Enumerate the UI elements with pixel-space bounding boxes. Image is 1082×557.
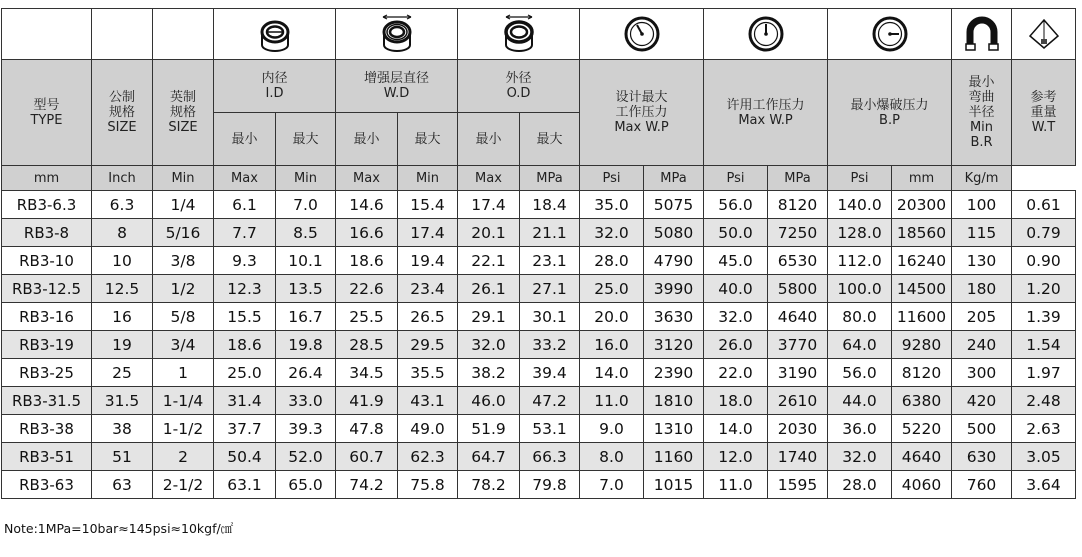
- value-cell: 36.0: [828, 415, 892, 443]
- table-row: [2, 219, 1076, 247]
- header-id-en: I.D: [265, 86, 284, 101]
- header-wd-min: 最小: [336, 113, 398, 166]
- value-cell: 11.0: [704, 471, 768, 499]
- value-cell: 74.2: [336, 471, 398, 499]
- value-cell: 240: [952, 331, 1012, 359]
- value-cell: 0.61: [1012, 191, 1076, 219]
- value-cell: 1160: [644, 443, 704, 471]
- value-cell: 26.0: [704, 331, 768, 359]
- wd-ring-icon: [375, 12, 419, 56]
- value-cell: 14.0: [704, 415, 768, 443]
- value-cell: 2030: [768, 415, 828, 443]
- value-cell: 65.0: [276, 471, 336, 499]
- value-cell: 14.6: [336, 191, 398, 219]
- value-cell: 56.0: [704, 191, 768, 219]
- value-cell: 4640: [892, 443, 952, 471]
- value-cell: 78.2: [458, 471, 520, 499]
- value-cell: 28.0: [828, 471, 892, 499]
- value-cell: 29.1: [458, 303, 520, 331]
- value-cell: 25.0: [214, 359, 276, 387]
- value-cell: 180: [952, 275, 1012, 303]
- value-cell: 6.1: [214, 191, 276, 219]
- value-cell: 49.0: [398, 415, 458, 443]
- value-cell: 100.0: [828, 275, 892, 303]
- value-cell: 66.3: [520, 443, 580, 471]
- value-cell: 25: [92, 359, 153, 387]
- header-nominal-cn1: 公制: [108, 90, 135, 105]
- header-id-max: 最大: [276, 113, 336, 166]
- icon-row: [2, 9, 1076, 60]
- value-cell: 23.4: [398, 275, 458, 303]
- header-maxwp-en: Max W.P: [738, 112, 793, 128]
- icon-cell-empty: [2, 9, 92, 60]
- table-row: [2, 191, 1076, 219]
- icon-cell-wd: [336, 9, 458, 60]
- unit-cell: Psi: [580, 166, 644, 191]
- value-cell: 12.3: [214, 275, 276, 303]
- value-cell: 44.0: [828, 387, 892, 415]
- header-wp-cn1: 设计最大: [615, 90, 668, 105]
- value-cell: 64.0: [828, 331, 892, 359]
- value-cell: 15.4: [398, 191, 458, 219]
- value-cell: 3630: [644, 303, 704, 331]
- value-cell: 0.79: [1012, 219, 1076, 247]
- value-cell: 41.9: [336, 387, 398, 415]
- header-nominal-cn2: 规格: [108, 105, 135, 120]
- model-cell: RB3-63: [2, 471, 92, 499]
- value-cell: 2610: [768, 387, 828, 415]
- value-cell: 420: [952, 387, 1012, 415]
- model-cell: RB3-51: [2, 443, 92, 471]
- value-cell: 25.5: [336, 303, 398, 331]
- header-id-cn: 内径: [261, 71, 288, 86]
- value-cell: 47.2: [520, 387, 580, 415]
- header-od-cn: 外径: [505, 71, 532, 86]
- table-row: [2, 275, 1076, 303]
- header-wt-cn1: 参考: [1030, 90, 1057, 105]
- icon-cell-od: [458, 9, 580, 60]
- value-cell: 6380: [892, 387, 952, 415]
- value-cell: 5800: [768, 275, 828, 303]
- value-cell: 8.5: [276, 219, 336, 247]
- value-cell: 35.0: [580, 191, 644, 219]
- value-cell: 63.1: [214, 471, 276, 499]
- value-cell: 39.3: [276, 415, 336, 443]
- header-br-en2: B.R: [970, 135, 993, 150]
- value-cell: 3.64: [1012, 471, 1076, 499]
- header-od: [458, 60, 580, 113]
- value-cell: 8: [92, 219, 153, 247]
- value-cell: 3120: [644, 331, 704, 359]
- hose-spec-table: [1, 8, 1076, 499]
- icon-cell-br: [952, 9, 1012, 60]
- header-model-en: TYPE: [30, 112, 63, 128]
- value-cell: 4790: [644, 247, 704, 275]
- value-cell: 23.1: [520, 247, 580, 275]
- header-id-min: 最小: [214, 113, 276, 166]
- value-cell: 19: [92, 331, 153, 359]
- header-nominal-size: [92, 60, 153, 166]
- value-cell: 21.1: [520, 219, 580, 247]
- value-cell: 47.8: [336, 415, 398, 443]
- header-model: [2, 60, 92, 166]
- value-cell: 33.2: [520, 331, 580, 359]
- value-cell: 2.63: [1012, 415, 1076, 443]
- value-cell: 56.0: [828, 359, 892, 387]
- header-wp-cn2: 工作压力: [615, 105, 668, 120]
- header-allowable-wp: [704, 60, 828, 166]
- unit-cell: MPa: [520, 166, 580, 191]
- value-cell: 1.39: [1012, 303, 1076, 331]
- value-cell: 51.9: [458, 415, 520, 443]
- model-cell: RB3-8: [2, 219, 92, 247]
- value-cell: 27.1: [520, 275, 580, 303]
- value-cell: 12.0: [704, 443, 768, 471]
- value-cell: 80.0: [828, 303, 892, 331]
- value-cell: 17.4: [398, 219, 458, 247]
- value-cell: 1.97: [1012, 359, 1076, 387]
- value-cell: 16.0: [580, 331, 644, 359]
- value-cell: 10: [92, 247, 153, 275]
- value-cell: 4640: [768, 303, 828, 331]
- header-inch-en: SIZE: [168, 120, 198, 135]
- value-cell: 18.6: [214, 331, 276, 359]
- header-weight: [1012, 60, 1076, 166]
- weight-icon: [1024, 14, 1064, 54]
- value-cell: 22.6: [336, 275, 398, 303]
- value-cell: 22.0: [704, 359, 768, 387]
- header-od-max: 最大: [520, 113, 580, 166]
- value-cell: 29.5: [398, 331, 458, 359]
- value-cell: 31.4: [214, 387, 276, 415]
- value-cell: 2.48: [1012, 387, 1076, 415]
- unit-cell: MPa: [768, 166, 828, 191]
- value-cell: 1015: [644, 471, 704, 499]
- value-cell: 100: [952, 191, 1012, 219]
- value-cell: 115: [952, 219, 1012, 247]
- icon-cell-max-wp: [704, 9, 828, 60]
- value-cell: 2: [153, 443, 214, 471]
- value-cell: 1.20: [1012, 275, 1076, 303]
- model-cell: RB3-6.3: [2, 191, 92, 219]
- table-row: [2, 387, 1076, 415]
- value-cell: 46.0: [458, 387, 520, 415]
- unit-cell: Max: [214, 166, 276, 191]
- value-cell: 34.5: [336, 359, 398, 387]
- value-cell: 50.0: [704, 219, 768, 247]
- header-model-cn: 型号: [33, 97, 60, 113]
- icon-cell-empty: [153, 9, 214, 60]
- value-cell: 1.54: [1012, 331, 1076, 359]
- unit-cell: Inch: [92, 166, 153, 191]
- value-cell: 16.6: [336, 219, 398, 247]
- value-cell: 1-1/4: [153, 387, 214, 415]
- header-bp-cn: 最小爆破压力: [850, 97, 929, 113]
- header-wd-cn: 增强层直径: [363, 71, 429, 86]
- id-ring-icon: [253, 12, 297, 56]
- model-cell: RB3-10: [2, 247, 92, 275]
- value-cell: 3770: [768, 331, 828, 359]
- header-wt-cn2: 重量: [1030, 105, 1057, 120]
- value-cell: 14.0: [580, 359, 644, 387]
- model-cell: RB3-16: [2, 303, 92, 331]
- value-cell: 5/16: [153, 219, 214, 247]
- unit-cell: MPa: [644, 166, 704, 191]
- unit-cell: mm: [2, 166, 92, 191]
- table-row: [2, 331, 1076, 359]
- value-cell: 32.0: [580, 219, 644, 247]
- value-cell: 1: [153, 359, 214, 387]
- header-bend-radius: [952, 60, 1012, 166]
- value-cell: 60.7: [336, 443, 398, 471]
- value-cell: 128.0: [828, 219, 892, 247]
- value-cell: 3190: [768, 359, 828, 387]
- value-cell: 3/4: [153, 331, 214, 359]
- unit-cell: Min: [153, 166, 214, 191]
- footnote: Note:1MPa=10bar≈145psi≈10kgf/㎠: [4, 521, 234, 536]
- value-cell: 39.4: [520, 359, 580, 387]
- unit-cell: Min: [398, 166, 458, 191]
- data-rows: [2, 191, 1076, 499]
- value-cell: 16.7: [276, 303, 336, 331]
- header-wp-en: Max W.P: [614, 120, 669, 135]
- value-cell: 11.0: [580, 387, 644, 415]
- value-cell: 10.1: [276, 247, 336, 275]
- value-cell: 5075: [644, 191, 704, 219]
- header-wt-en: W.T: [1031, 120, 1056, 135]
- model-cell: RB3-25: [2, 359, 92, 387]
- value-cell: 26.1: [458, 275, 520, 303]
- value-cell: 19.4: [398, 247, 458, 275]
- unit-cell: Psi: [704, 166, 768, 191]
- model-cell: RB3-19: [2, 331, 92, 359]
- header-br-cn3: 半径: [968, 105, 995, 120]
- spec-table-container: [1, 8, 1075, 499]
- value-cell: 16240: [892, 247, 952, 275]
- value-cell: 79.8: [520, 471, 580, 499]
- model-cell: RB3-38: [2, 415, 92, 443]
- value-cell: 3/8: [153, 247, 214, 275]
- value-cell: 9.0: [580, 415, 644, 443]
- value-cell: 0.90: [1012, 247, 1076, 275]
- value-cell: 62.3: [398, 443, 458, 471]
- unit-cell: Psi: [828, 166, 892, 191]
- table-row: [2, 359, 1076, 387]
- value-cell: 63: [92, 471, 153, 499]
- value-cell: 45.0: [704, 247, 768, 275]
- table-row: [2, 303, 1076, 331]
- model-cell: RB3-31.5: [2, 387, 92, 415]
- value-cell: 31.5: [92, 387, 153, 415]
- header-od-en: O.D: [506, 86, 531, 101]
- value-cell: 32.0: [704, 303, 768, 331]
- value-cell: 6.3: [92, 191, 153, 219]
- value-cell: 43.1: [398, 387, 458, 415]
- value-cell: 140.0: [828, 191, 892, 219]
- value-cell: 4060: [892, 471, 952, 499]
- header-wd-en: W.D: [383, 86, 410, 101]
- value-cell: 8.0: [580, 443, 644, 471]
- value-cell: 18.4: [520, 191, 580, 219]
- gauge-wp-icon: [622, 14, 662, 54]
- gauge-bp-icon: [870, 14, 910, 54]
- value-cell: 11600: [892, 303, 952, 331]
- value-cell: 7.0: [276, 191, 336, 219]
- value-cell: 8120: [892, 359, 952, 387]
- unit-row: [2, 166, 1076, 191]
- header-maxwp-cn: 许用工作压力: [726, 97, 805, 113]
- value-cell: 50.4: [214, 443, 276, 471]
- header-burst-pressure: [828, 60, 952, 166]
- header-br-cn1: 最小: [968, 75, 995, 90]
- value-cell: 28.0: [580, 247, 644, 275]
- value-cell: 205: [952, 303, 1012, 331]
- value-cell: 35.5: [398, 359, 458, 387]
- icon-cell-wp: [580, 9, 704, 60]
- value-cell: 75.8: [398, 471, 458, 499]
- header-wd-max: 最大: [398, 113, 458, 166]
- value-cell: 37.7: [214, 415, 276, 443]
- header-inch-cn2: 规格: [169, 105, 196, 120]
- value-cell: 3.05: [1012, 443, 1076, 471]
- value-cell: 7250: [768, 219, 828, 247]
- value-cell: 19.8: [276, 331, 336, 359]
- unit-cell: Max: [458, 166, 520, 191]
- unit-cell: mm: [892, 166, 952, 191]
- table-row: [2, 443, 1076, 471]
- value-cell: 112.0: [828, 247, 892, 275]
- value-cell: 16: [92, 303, 153, 331]
- value-cell: 20.0: [580, 303, 644, 331]
- unit-cell: Max: [336, 166, 398, 191]
- value-cell: 22.1: [458, 247, 520, 275]
- value-cell: 20.1: [458, 219, 520, 247]
- value-cell: 1740: [768, 443, 828, 471]
- od-ring-icon: [497, 12, 541, 56]
- value-cell: 1-1/2: [153, 415, 214, 443]
- value-cell: 9.3: [214, 247, 276, 275]
- value-cell: 18.0: [704, 387, 768, 415]
- value-cell: 1810: [644, 387, 704, 415]
- value-cell: 18560: [892, 219, 952, 247]
- value-cell: 5220: [892, 415, 952, 443]
- header-id: [214, 60, 336, 113]
- value-cell: 30.1: [520, 303, 580, 331]
- gauge-max-wp-icon: [746, 14, 786, 54]
- header-od-min: 最小: [458, 113, 520, 166]
- value-cell: 760: [952, 471, 1012, 499]
- value-cell: 5080: [644, 219, 704, 247]
- value-cell: 1/2: [153, 275, 214, 303]
- value-cell: 64.7: [458, 443, 520, 471]
- icon-cell-bp: [828, 9, 952, 60]
- value-cell: 500: [952, 415, 1012, 443]
- value-cell: 2390: [644, 359, 704, 387]
- icon-cell-wt: [1012, 9, 1076, 60]
- value-cell: 1595: [768, 471, 828, 499]
- icon-cell-empty: [92, 9, 153, 60]
- header-design-wp: [580, 60, 704, 166]
- value-cell: 14500: [892, 275, 952, 303]
- header-wd: [336, 60, 458, 113]
- value-cell: 18.6: [336, 247, 398, 275]
- unit-cell: Kg/m: [952, 166, 1012, 191]
- value-cell: 7.0: [580, 471, 644, 499]
- value-cell: 33.0: [276, 387, 336, 415]
- model-cell: RB3-12.5: [2, 275, 92, 303]
- icon-cell-id: [214, 9, 336, 60]
- value-cell: 17.4: [458, 191, 520, 219]
- value-cell: 6530: [768, 247, 828, 275]
- value-cell: 38: [92, 415, 153, 443]
- value-cell: 15.5: [214, 303, 276, 331]
- value-cell: 130: [952, 247, 1012, 275]
- value-cell: 630: [952, 443, 1012, 471]
- header-br-cn2: 弯曲: [968, 90, 995, 105]
- value-cell: 13.5: [276, 275, 336, 303]
- value-cell: 40.0: [704, 275, 768, 303]
- header-nominal-en: SIZE: [107, 120, 137, 135]
- value-cell: 28.5: [336, 331, 398, 359]
- value-cell: 20300: [892, 191, 952, 219]
- value-cell: 53.1: [520, 415, 580, 443]
- unit-cell: Min: [276, 166, 336, 191]
- table-row: [2, 471, 1076, 499]
- value-cell: 1/4: [153, 191, 214, 219]
- value-cell: 2-1/2: [153, 471, 214, 499]
- header-row: [2, 60, 1076, 113]
- value-cell: 32.0: [458, 331, 520, 359]
- value-cell: 25.0: [580, 275, 644, 303]
- header-inch-cn1: 英制: [169, 90, 196, 105]
- value-cell: 5/8: [153, 303, 214, 331]
- header-inch-size: [153, 60, 214, 166]
- value-cell: 38.2: [458, 359, 520, 387]
- value-cell: 8120: [768, 191, 828, 219]
- value-cell: 9280: [892, 331, 952, 359]
- value-cell: 300: [952, 359, 1012, 387]
- value-cell: 12.5: [92, 275, 153, 303]
- value-cell: 1310: [644, 415, 704, 443]
- value-cell: 26.4: [276, 359, 336, 387]
- value-cell: 26.5: [398, 303, 458, 331]
- value-cell: 51: [92, 443, 153, 471]
- value-cell: 3990: [644, 275, 704, 303]
- value-cell: 7.7: [214, 219, 276, 247]
- bend-radius-icon: [962, 14, 1002, 54]
- table-row: [2, 415, 1076, 443]
- value-cell: 32.0: [828, 443, 892, 471]
- table-row: [2, 247, 1076, 275]
- header-bp-en: B.P: [879, 112, 900, 128]
- header-br-en1: Min: [969, 120, 994, 135]
- value-cell: 52.0: [276, 443, 336, 471]
